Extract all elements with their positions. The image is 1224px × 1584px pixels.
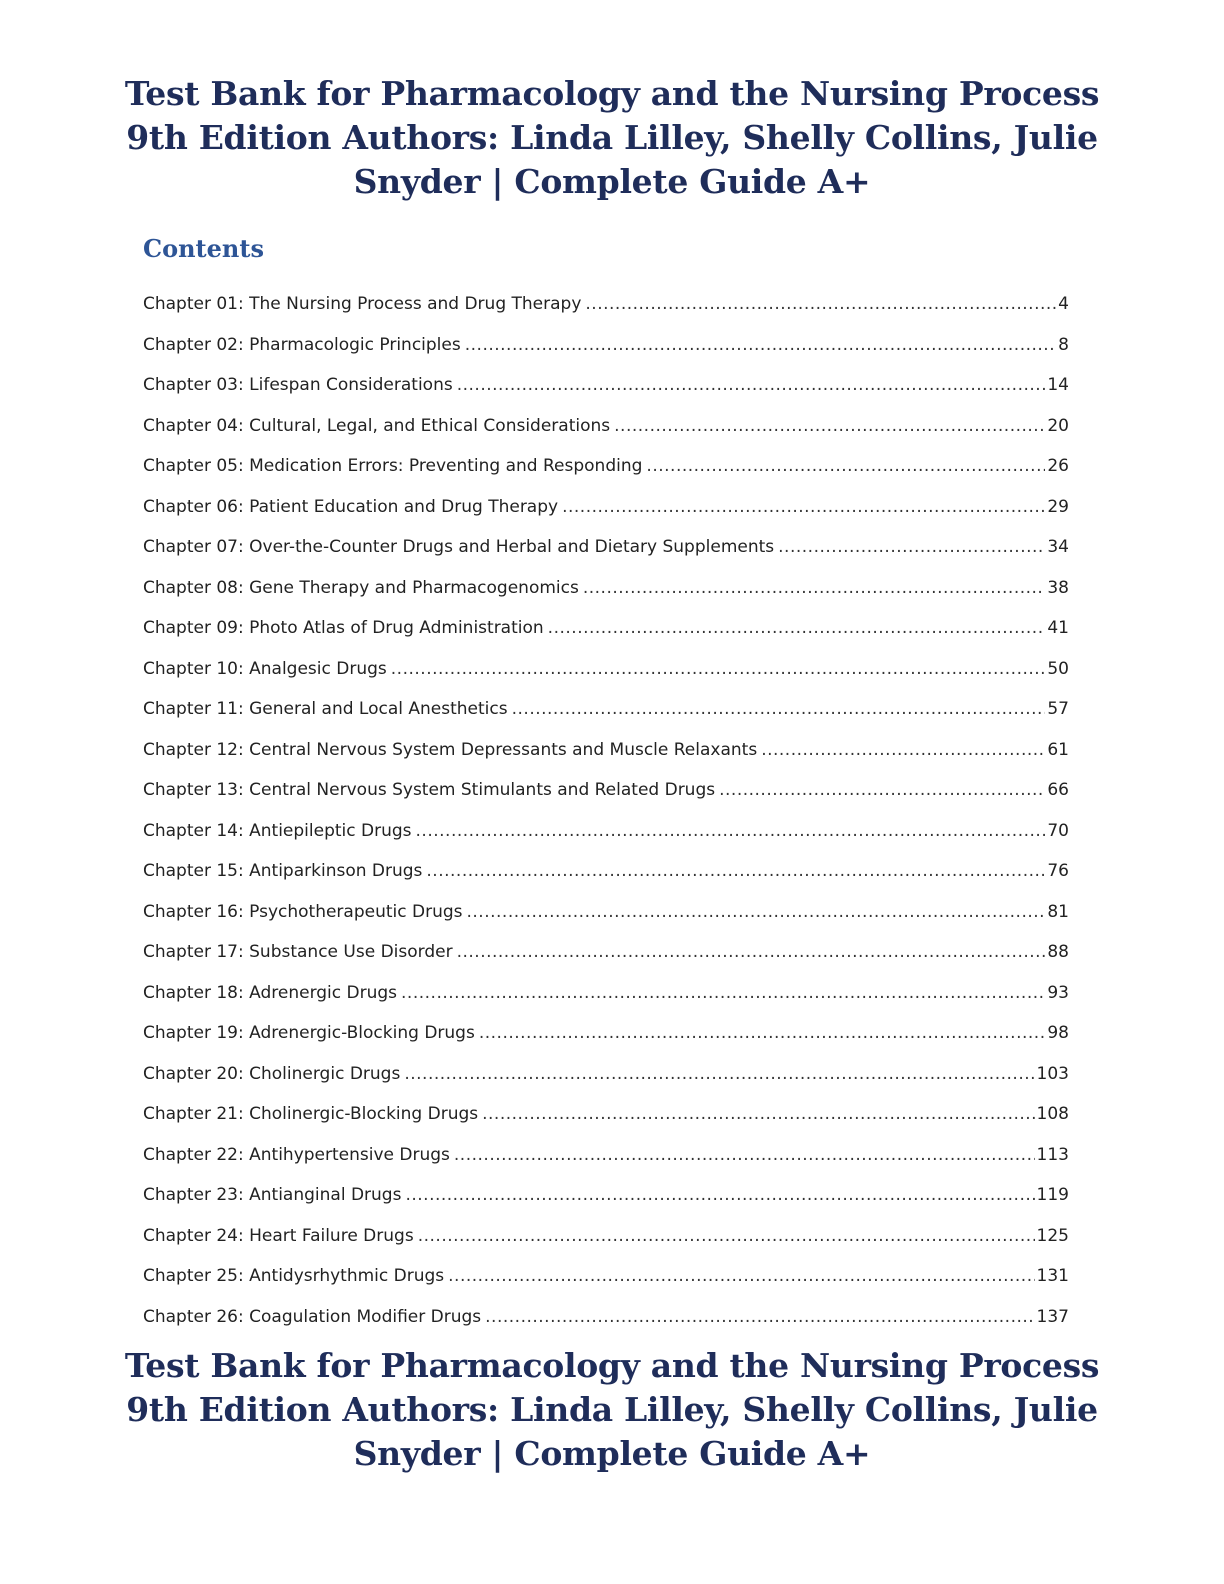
toc-entry[interactable] bbox=[143, 1098, 1069, 1139]
toc-page-number: 131 bbox=[1036, 1266, 1069, 1286]
contents-heading: Contents bbox=[143, 234, 264, 263]
dot-leader bbox=[467, 896, 1046, 928]
toc-entry[interactable] bbox=[143, 491, 1069, 532]
dot-leader bbox=[405, 1179, 1034, 1211]
dot-leader bbox=[761, 734, 1045, 766]
dot-leader bbox=[418, 1220, 1035, 1252]
footer-title-line: Snyder | Complete Guide A+ bbox=[353, 1434, 871, 1473]
toc-page-number: 119 bbox=[1036, 1185, 1069, 1205]
toc-entry[interactable] bbox=[143, 1179, 1069, 1220]
toc-entry[interactable] bbox=[143, 693, 1069, 734]
toc-entry-title: Chapter 18: Adrenergic Drugs bbox=[143, 982, 398, 1003]
toc-entry[interactable] bbox=[143, 531, 1069, 572]
dot-leader bbox=[512, 693, 1046, 725]
toc-entry[interactable] bbox=[143, 450, 1069, 491]
toc-page-number: 61 bbox=[1047, 739, 1069, 760]
toc-entry[interactable] bbox=[143, 329, 1069, 370]
toc-entry[interactable] bbox=[143, 1058, 1069, 1099]
toc-entry-title: Chapter 23: Antianginal Drugs bbox=[143, 1185, 402, 1205]
dot-leader bbox=[719, 774, 1045, 806]
title-line: Test Bank for Pharmacology and the Nursing Process bbox=[124, 74, 1100, 113]
toc-page-number: 76 bbox=[1047, 861, 1069, 881]
dot-leader bbox=[585, 288, 1056, 320]
toc-entry-title: Chapter 06: Patient Education and Drug Therapy bbox=[143, 496, 559, 517]
dot-leader bbox=[778, 531, 1045, 563]
toc-page-number: 41 bbox=[1047, 618, 1069, 638]
toc-page-number: 50 bbox=[1047, 658, 1069, 679]
toc-page-number: 81 bbox=[1047, 901, 1069, 922]
dot-leader bbox=[454, 1139, 1035, 1171]
toc-entry-title: Chapter 11: General and Local Anesthetics bbox=[143, 699, 508, 719]
toc-page-number: 14 bbox=[1047, 375, 1069, 395]
toc-entry[interactable] bbox=[143, 734, 1069, 775]
dot-leader bbox=[482, 1098, 1034, 1130]
toc-page-number: 26 bbox=[1047, 456, 1069, 476]
title-line: 9th Edition Authors: Linda Lilley, Shelly Collins, Julie bbox=[126, 118, 1098, 157]
toc-entry[interactable] bbox=[143, 1139, 1069, 1180]
toc-entry-title: Chapter 10: Analgesic Drugs bbox=[143, 658, 387, 679]
toc-entry[interactable] bbox=[143, 653, 1069, 694]
toc-entry[interactable] bbox=[143, 977, 1069, 1018]
dot-leader bbox=[562, 491, 1045, 523]
toc-entry[interactable] bbox=[143, 612, 1069, 653]
toc-page-number: 70 bbox=[1047, 820, 1069, 841]
toc-entry[interactable] bbox=[143, 1017, 1069, 1058]
dot-leader bbox=[448, 1260, 1034, 1292]
toc-entry-title: Chapter 05: Medication Errors: Preventing and Responding bbox=[143, 456, 643, 476]
toc-entry[interactable] bbox=[143, 815, 1069, 856]
footer-title-line: 9th Edition Authors: Linda Lilley, Shelly Collins, Julie bbox=[126, 1390, 1098, 1429]
toc-entry[interactable] bbox=[143, 369, 1069, 410]
toc-entry-title: Chapter 01: The Nursing Process and Drug Therapy bbox=[143, 294, 582, 314]
dot-leader bbox=[485, 1301, 1034, 1333]
toc-page-number: 29 bbox=[1047, 496, 1069, 517]
toc-entry-title: Chapter 14: Antiepileptic Drugs bbox=[143, 820, 412, 841]
toc-entry-title: Chapter 09: Photo Atlas of Drug Administration bbox=[143, 618, 544, 638]
toc-entry-title: Chapter 02: Pharmacologic Principles bbox=[143, 334, 461, 355]
toc-page-number: 4 bbox=[1058, 294, 1069, 314]
toc-entry[interactable] bbox=[143, 1220, 1069, 1261]
toc-entry-title: Chapter 21: Cholinergic-Blocking Drugs bbox=[143, 1104, 479, 1124]
toc-page-number: 125 bbox=[1036, 1225, 1069, 1246]
toc-entry-title: Chapter 26: Coagulation Modifier Drugs bbox=[143, 1306, 482, 1327]
dot-leader bbox=[426, 855, 1045, 887]
dot-leader bbox=[457, 936, 1046, 968]
toc-entry-title: Chapter 25: Antidysrhythmic Drugs bbox=[143, 1266, 445, 1286]
toc-entry-title: Chapter 12: Central Nervous System Depressants and Muscle Relaxants bbox=[143, 739, 758, 760]
toc-entry[interactable] bbox=[143, 288, 1069, 329]
dot-leader bbox=[465, 329, 1056, 361]
dot-leader bbox=[548, 612, 1046, 644]
toc-page-number: 38 bbox=[1047, 577, 1069, 598]
toc-entry-title: Chapter 15: Antiparkinson Drugs bbox=[143, 861, 423, 881]
toc-page-number: 137 bbox=[1036, 1306, 1069, 1327]
table-of-contents bbox=[143, 288, 1069, 1341]
dot-leader bbox=[479, 1017, 1046, 1049]
toc-page-number: 8 bbox=[1058, 334, 1069, 355]
toc-entry-title: Chapter 24: Heart Failure Drugs bbox=[143, 1225, 414, 1246]
toc-entry[interactable] bbox=[143, 855, 1069, 896]
footer-title bbox=[80, 1344, 1144, 1476]
toc-entry[interactable] bbox=[143, 896, 1069, 937]
footer-title-line: Test Bank for Pharmacology and the Nursing Process bbox=[124, 1346, 1100, 1385]
title-line: Snyder | Complete Guide A+ bbox=[353, 162, 871, 201]
toc-entry-title: Chapter 08: Gene Therapy and Pharmacogenomics bbox=[143, 577, 579, 598]
toc-page-number: 113 bbox=[1036, 1144, 1069, 1165]
toc-entry-title: Chapter 20: Cholinergic Drugs bbox=[143, 1063, 401, 1084]
dot-leader bbox=[583, 572, 1046, 604]
dot-leader bbox=[391, 653, 1046, 685]
toc-page-number: 98 bbox=[1047, 1023, 1069, 1043]
toc-page-number: 108 bbox=[1036, 1104, 1069, 1124]
toc-page-number: 57 bbox=[1047, 699, 1069, 719]
toc-entry[interactable] bbox=[143, 572, 1069, 613]
toc-entry[interactable] bbox=[143, 1301, 1069, 1342]
toc-page-number: 66 bbox=[1047, 780, 1069, 800]
toc-entry-title: Chapter 13: Central Nervous System Stimulants and Related Drugs bbox=[143, 780, 716, 800]
dot-leader bbox=[646, 450, 1045, 482]
toc-page-number: 93 bbox=[1047, 982, 1069, 1003]
toc-entry-title: Chapter 19: Adrenergic-Blocking Drugs bbox=[143, 1023, 475, 1043]
toc-entry[interactable] bbox=[143, 1260, 1069, 1301]
toc-page-number: 20 bbox=[1047, 415, 1069, 436]
toc-entry[interactable] bbox=[143, 774, 1069, 815]
toc-page-number: 88 bbox=[1047, 942, 1069, 962]
toc-entry-title: Chapter 17: Substance Use Disorder bbox=[143, 942, 453, 962]
dot-leader bbox=[457, 369, 1046, 401]
toc-entry-title: Chapter 03: Lifespan Considerations bbox=[143, 375, 453, 395]
dot-leader bbox=[416, 815, 1046, 847]
toc-entry-title: Chapter 22: Antihypertensive Drugs bbox=[143, 1144, 450, 1165]
toc-entry-title: Chapter 04: Cultural, Legal, and Ethical Considerations bbox=[143, 415, 611, 436]
toc-entry-title: Chapter 16: Psychotherapeutic Drugs bbox=[143, 901, 463, 922]
toc-entry[interactable] bbox=[143, 936, 1069, 977]
dot-leader bbox=[401, 977, 1045, 1009]
toc-page-number: 103 bbox=[1036, 1063, 1069, 1084]
toc-entry[interactable] bbox=[143, 410, 1069, 451]
dot-leader bbox=[614, 410, 1045, 442]
toc-entry-title: Chapter 07: Over-the-Counter Drugs and Herbal and Dietary Supplements bbox=[143, 537, 775, 557]
document-title bbox=[80, 72, 1144, 204]
dot-leader bbox=[404, 1058, 1034, 1090]
toc-page-number: 34 bbox=[1047, 537, 1069, 557]
